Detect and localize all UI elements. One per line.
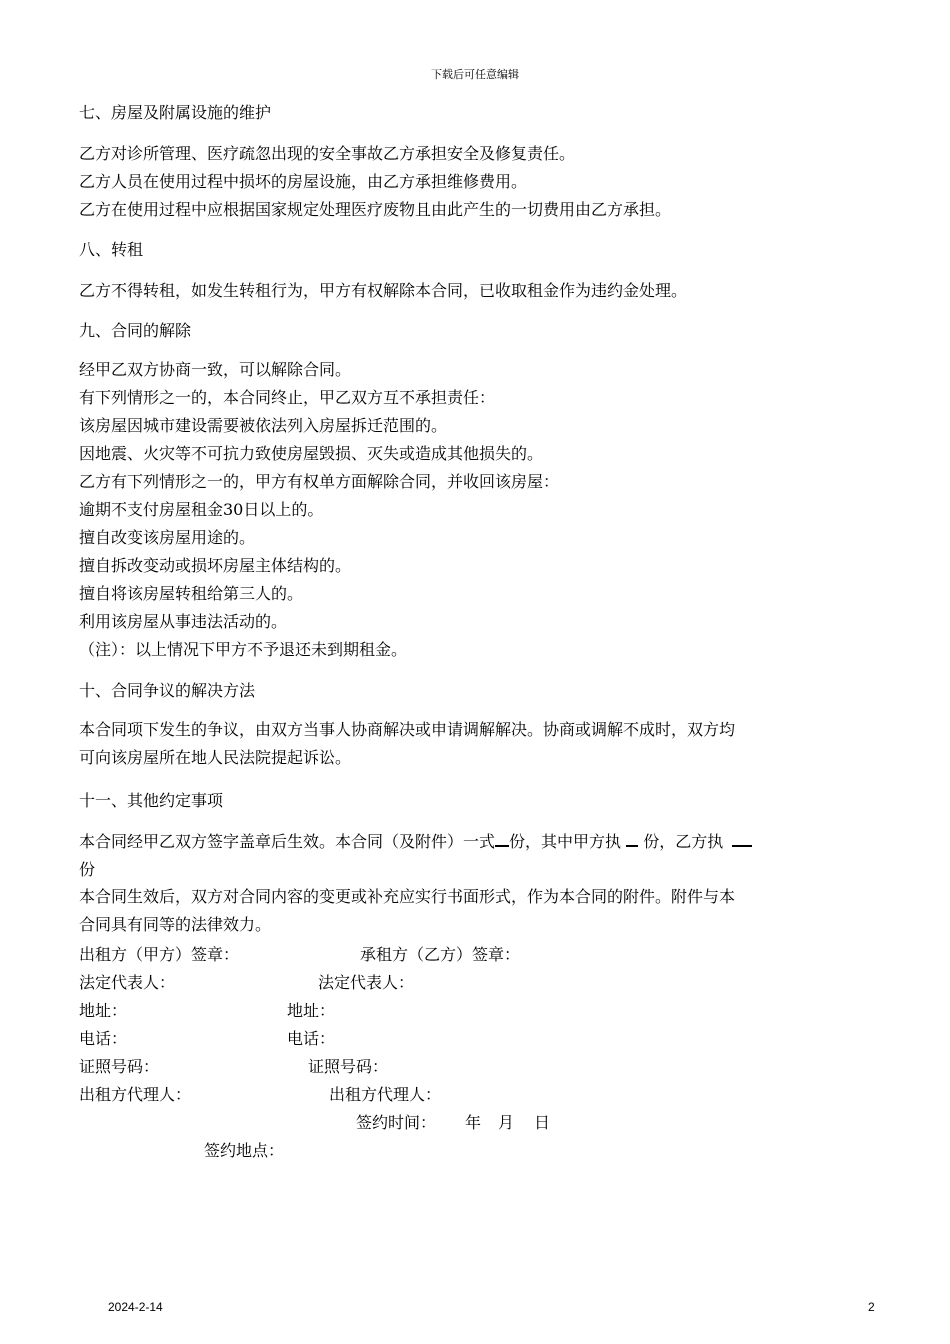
section-11-line-2: 份: [79, 860, 96, 879]
section-11-line-4: 合同具有同等的法律效力。: [79, 915, 272, 934]
lessee-sign-label: 承租方（乙方）签章：: [360, 945, 521, 964]
legal-rep-a-label: 法定代表人：: [79, 973, 176, 992]
section-10-line-1: 本合同项下发生的争议，由双方当事人协商解决或申请调解解决。协商或调解不成时，双方均: [79, 720, 736, 739]
agent-a-label: 出租方代理人：: [79, 1085, 192, 1104]
copies-total-blank: [495, 843, 509, 847]
copies-party-b-blank: [732, 843, 752, 847]
section-9-line-7: 擅自改变该房屋用途的。: [79, 528, 256, 547]
section-9-line-5: 乙方有下列情形之一的，甲方有权单方面解除合同，并收回该房屋：: [79, 472, 560, 491]
section-9-line-6: 逾期不支付房屋租金30日以上的。: [79, 500, 324, 519]
address-b-label: 地址：: [287, 1001, 336, 1020]
section-9-line-2: 有下列情形之一的，本合同终止，甲乙双方互不承担责任：: [79, 388, 496, 407]
section-11-line-1: [79, 829, 752, 852]
lessor-sign-label: 出租方（甲方）签章：: [79, 945, 240, 964]
section-7-line-2: 乙方人员在使用过程中损坏的房屋设施，由乙方承担维修费用。: [79, 172, 528, 191]
section-7-line-1: 乙方对诊所管理、医疗疏忽出现的安全事故乙方承担安全及修复责任。: [79, 144, 576, 163]
section-11-heading: 十一、其他约定事项: [79, 791, 224, 810]
license-b-label: 证照号码：: [308, 1057, 389, 1076]
sign-place-label: 签约地点：: [204, 1141, 285, 1160]
section-11-line-1-part-a: 本合同经甲乙双方签字盖章后生效。本合同（及附件）一式: [79, 832, 496, 851]
section-9-line-11: （注）：以上情况下甲方不予退还未到期租金。: [79, 640, 408, 659]
copies-party-a-blank: [626, 843, 638, 847]
sign-date-year: 年: [465, 1113, 482, 1132]
section-9-line-10: 利用该房屋从事违法活动的。: [79, 612, 288, 631]
phone-b-label: 电话：: [287, 1029, 336, 1048]
sign-date-day: 日: [534, 1113, 551, 1132]
legal-rep-b-label: 法定代表人：: [318, 973, 415, 992]
section-11-line-1-part-b: 份，其中甲方执: [509, 832, 622, 851]
phone-a-label: 电话：: [79, 1029, 128, 1048]
footer-date: 2024-2-14: [108, 1300, 163, 1314]
section-8-line-1: 乙方不得转租，如发生转租行为，甲方有权解除本合同，已收取租金作为违约金处理。: [79, 281, 688, 300]
section-10-heading: 十、合同争议的解决方法: [79, 681, 256, 700]
sign-date-month: 月: [498, 1113, 515, 1132]
section-11-line-3: 本合同生效后，双方对合同内容的变更或补充应实行书面形式，作为本合同的附件。附件与本: [79, 887, 736, 906]
sign-date-label: 签约时间：: [356, 1113, 437, 1132]
section-11-line-1-part-c: 份，乙方执: [643, 832, 724, 851]
section-9-line-1: 经甲乙双方协商一致，可以解除合同。: [79, 360, 352, 379]
section-9-line-4: 因地震、火灾等不可抗力致使房屋毁损、灭失或造成其他损失的。: [79, 444, 544, 463]
page-header: 下载后可任意编辑: [431, 68, 519, 81]
section-9-line-3: 该房屋因城市建设需要被依法列入房屋拆迁范围的。: [79, 416, 448, 435]
section-7-line-3: 乙方在使用过程中应根据国家规定处理医疗废物且由此产生的一切费用由乙方承担。: [79, 200, 672, 219]
section-9-heading: 九、合同的解除: [79, 321, 192, 340]
section-10-line-2: 可向该房屋所在地人民法院提起诉讼。: [79, 748, 352, 767]
section-9-line-8: 擅自拆改变动或损坏房屋主体结构的。: [79, 556, 352, 575]
address-a-label: 地址：: [79, 1001, 128, 1020]
page-number: 2: [868, 1300, 875, 1314]
license-a-label: 证照号码：: [79, 1057, 160, 1076]
agent-b-label: 出租方代理人：: [329, 1085, 442, 1104]
section-9-line-9: 擅自将该房屋转租给第三人的。: [79, 584, 304, 603]
section-7-heading: 七、房屋及附属设施的维护: [79, 103, 272, 122]
section-8-heading: 八、转租: [79, 240, 144, 259]
